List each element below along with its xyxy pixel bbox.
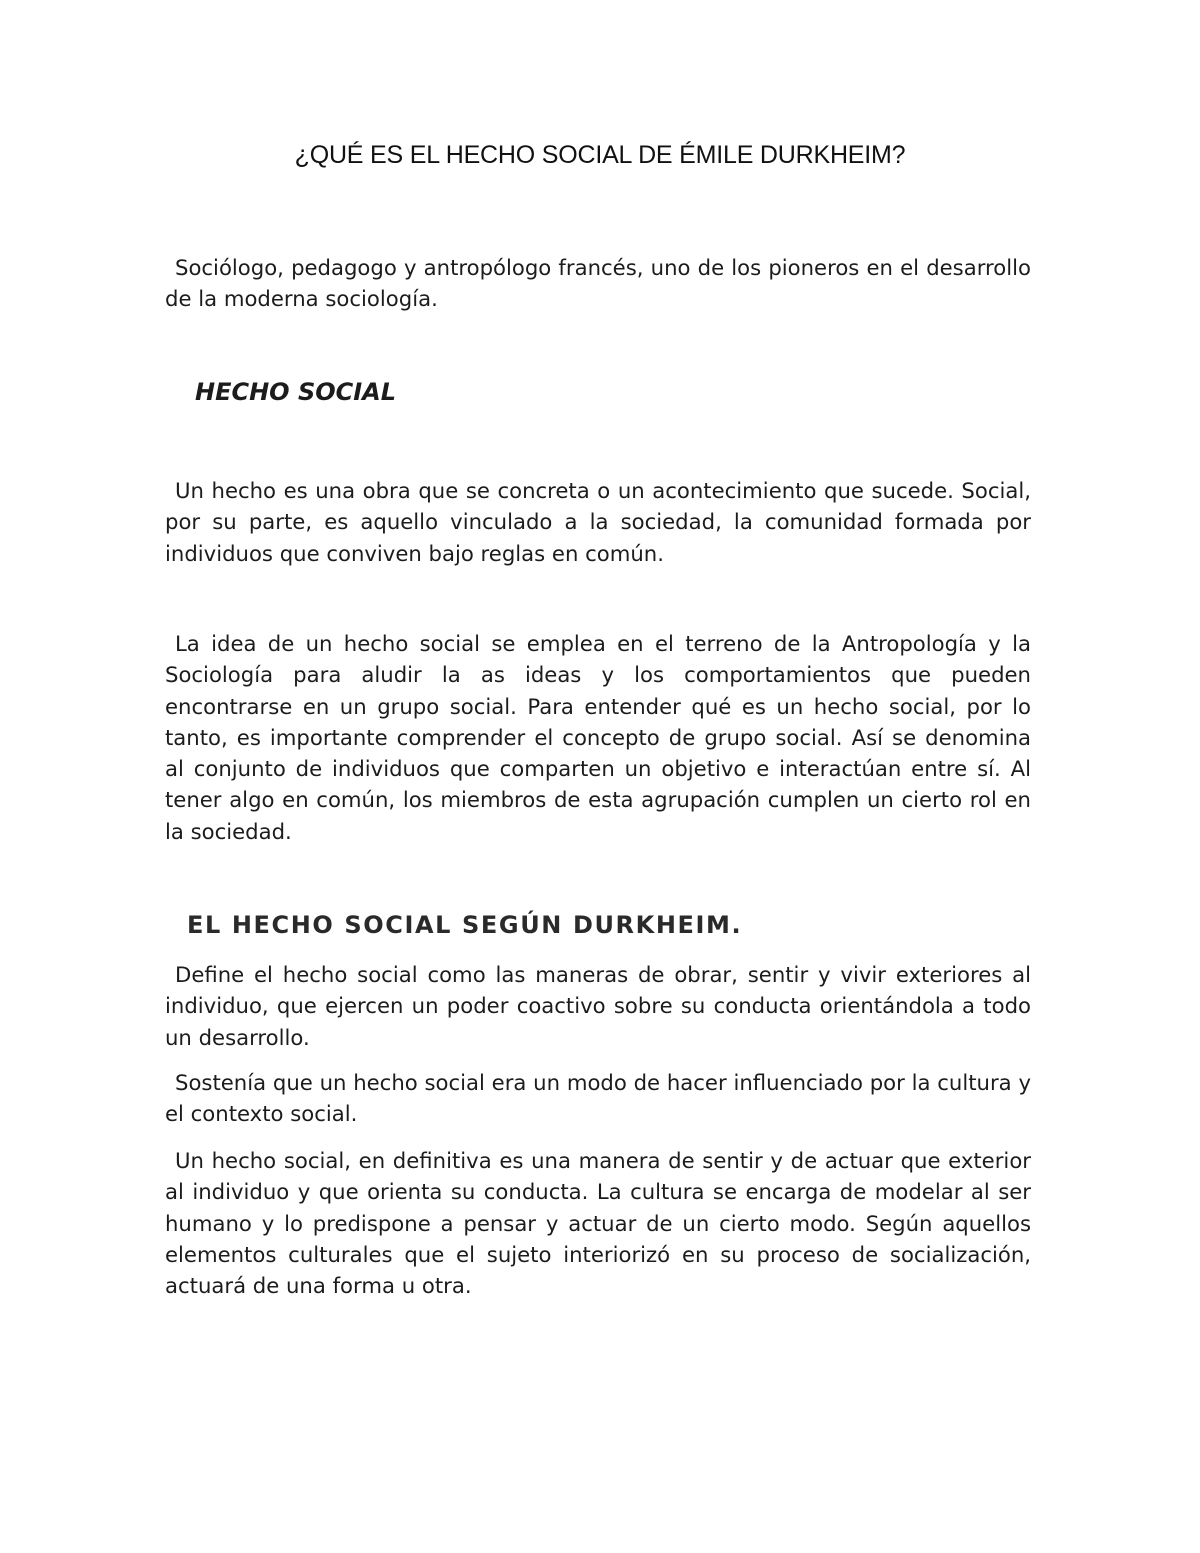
section2-paragraph-1 [165,959,1031,1053]
section2-paragraph-2-text: Sostenía que un hecho social era un modo de hacer influenciado por la cultura y el contexto social. [165,1070,1031,1127]
section-heading-hecho-social: HECHO SOCIAL [195,378,397,406]
section2-paragraph-2 [165,1067,1031,1130]
section1-paragraph-2-text: La idea de un hecho social se emplea en el terreno de la Antropología y la Sociología para aludir la as ideas y los comportamientos que pueden encontrarse en un grupo social. Para entender qué es un hecho social, por lo tanto, es importante comprender el concepto de grupo social. Así se denomina al conjunto de individuos que comparten un objetivo e interactúan entre sí. Al tener algo en común, los miembros de esta agrupación cumplen un cierto rol en la sociedad. [165,631,1031,844]
section-heading-durkheim: EL HECHO SOCIAL SEGÚN DURKHEIM. [187,911,743,939]
section2-paragraph-3-text: Un hecho social, en definitiva es una manera de sentir y de actuar que exterior al individuo y que orienta su conducta. La cultura se encarga de modelar al ser humano y lo predispone a pensar y actuar de un cierto modo. Según aquellos elementos culturales que el sujeto interiorizó en su proceso de socialización, actuará de una forma u otra. [165,1148,1031,1299]
intro-text: Sociólogo, pedagogo y antropólogo francés, uno de los pioneros en el desarrollo de la moderna sociología. [165,255,1031,312]
section2-paragraph-1-text: Define el hecho social como las maneras de obrar, sentir y vivir exteriores al individuo, que ejercen un poder coactivo sobre su conducta orientándola a todo un desarrollo. [165,962,1031,1050]
document-title: ¿QUÉ ES EL HECHO SOCIAL DE ÉMILE DURKHEIM? [294,141,906,169]
section1-paragraph-1 [165,475,1031,569]
intro-paragraph [165,252,1031,315]
section1-paragraph-1-text: Un hecho es una obra que se concreta o un acontecimiento que sucede. Social, por su parte, es aquello vinculado a la sociedad, la comunidad formada por individuos que conviven bajo reglas en común. [165,478,1031,566]
section2-paragraph-3 [165,1145,1031,1301]
section1-paragraph-2 [165,628,1031,847]
